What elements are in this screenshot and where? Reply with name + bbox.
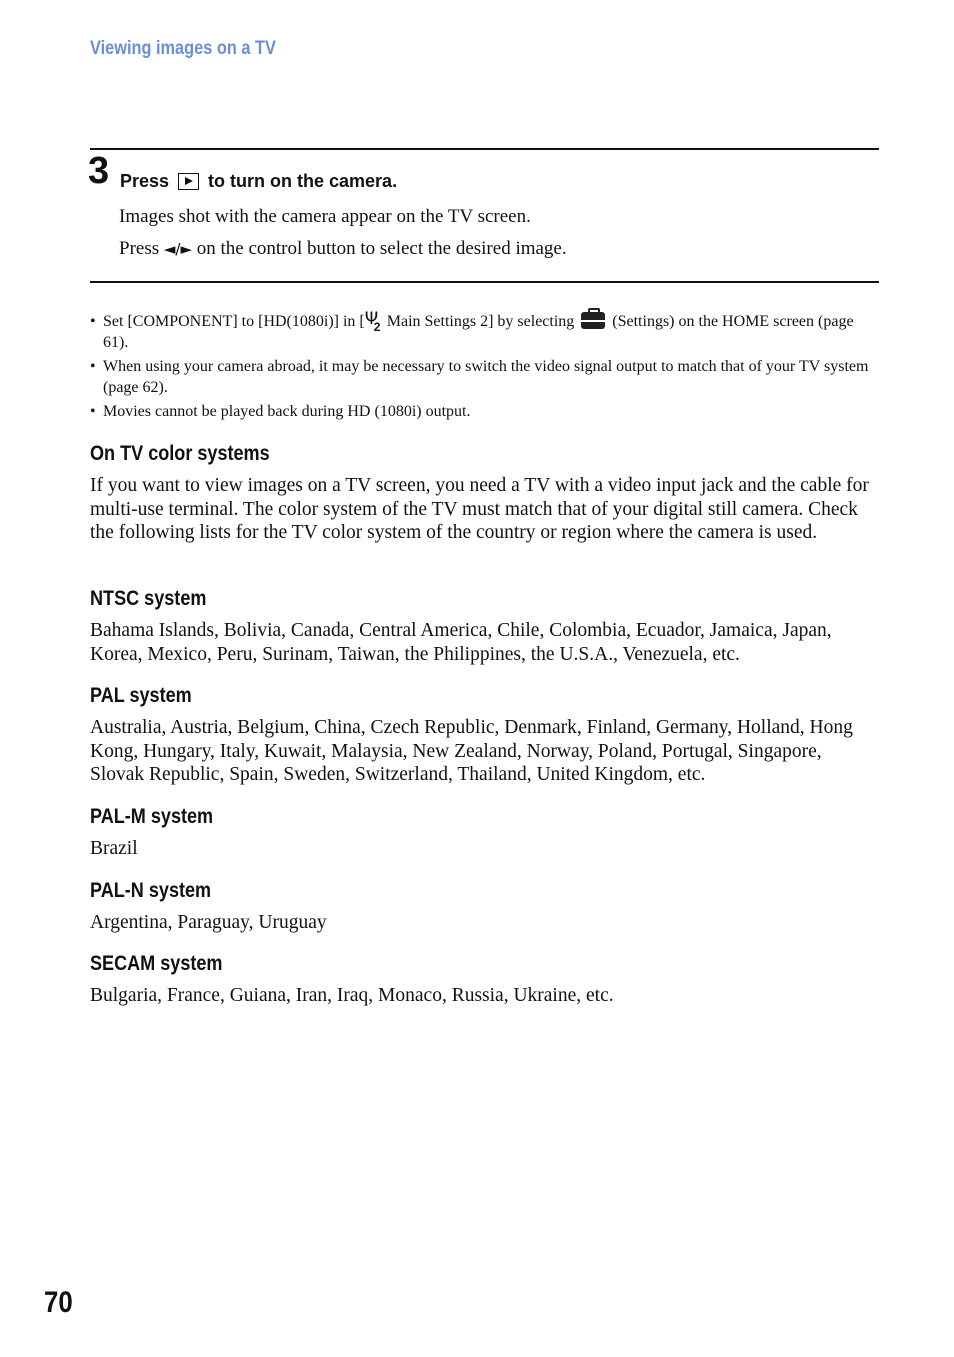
section-body: Argentina, Paraguay, Uruguay xyxy=(90,912,327,933)
left-right-arrows-icon: ◄/► xyxy=(163,240,192,258)
note-item: • When using your camera abroad, it may be necessary to switch the video signal output to match that of your TV system (page 62). xyxy=(90,357,880,398)
section-heading: PAL system xyxy=(90,684,192,707)
section-body: Bahama Islands, Bolivia, Canada, Central America, Chile, Colombia, Ecuador, Jamaica, Japan, Korea, Mexico, Peru, Surinam, Taiwan, the Philippines, the U.S.A., Venezuela, etc. xyxy=(90,620,832,665)
note-item xyxy=(90,312,880,353)
section-secam xyxy=(90,952,880,1008)
section-body: Bulgaria, France, Guiana, Iran, Iraq, Monaco, Russia, Ukraine, etc. xyxy=(90,985,614,1006)
section-tv-color-systems xyxy=(90,442,880,545)
section-body: If you want to view images on a TV screen, you need a TV with a video input jack and the cable for multi-use terminal. The color system of the TV must match that of your digital still camera. Check the following lists for the TV color system of the country or region where the camera is used. xyxy=(90,475,869,543)
note-1-text-b: Main Settings 2] by selecting xyxy=(382,313,575,330)
section-heading: SECAM system xyxy=(90,952,223,975)
note-1-text-a: Set [COMPONENT] to [HD(1080i)] in [ xyxy=(103,313,365,330)
playback-button-icon xyxy=(178,173,199,190)
step-top-rule xyxy=(90,148,879,150)
page-number: 70 xyxy=(44,1286,73,1319)
step-line-2-before: Press xyxy=(119,238,160,259)
section-body: Australia, Austria, Belgium, China, Czech Republic, Denmark, Finland, Germany, Holland, Hong Kong, Hungary, Italy, Kuwait, Malaysia, New Zealand, Norway, Poland, Portugal, Singapore, Slovak Republic, Spain, Sweden, Switzerland, Thailand, United Kingdom, etc. xyxy=(90,717,853,785)
step-title-after: to turn on the camera. xyxy=(208,171,398,191)
section-heading: PAL-M system xyxy=(90,805,214,828)
running-head: Viewing images on a TV xyxy=(90,38,276,59)
section-heading: On TV color systems xyxy=(90,442,270,465)
section-ntsc xyxy=(90,587,880,666)
section-heading: PAL-N system xyxy=(90,879,212,902)
section-pal xyxy=(90,684,880,787)
toolbox-settings-icon xyxy=(581,312,605,329)
section-heading: NTSC system xyxy=(90,587,207,610)
notes-list xyxy=(90,312,880,427)
step-title xyxy=(120,171,397,192)
step-number: 3 xyxy=(88,150,110,192)
note-item: • Movies cannot be played back during HD (1080i) output. xyxy=(90,402,880,423)
section-pal-m xyxy=(90,805,880,861)
step-line-1: Images shot with the camera appear on the TV screen. xyxy=(119,206,531,227)
step-title-before: Press xyxy=(120,171,170,191)
step-line-2-after: on the control button to select the desired image. xyxy=(196,238,567,259)
section-body: Brazil xyxy=(90,838,138,859)
note-1-text-c: (Settings) on the HOME screen (page 61). xyxy=(103,313,854,351)
main-settings-2-icon xyxy=(365,312,381,330)
section-pal-n xyxy=(90,879,880,935)
step-bottom-rule xyxy=(90,281,879,283)
step-line-2 xyxy=(119,238,567,260)
